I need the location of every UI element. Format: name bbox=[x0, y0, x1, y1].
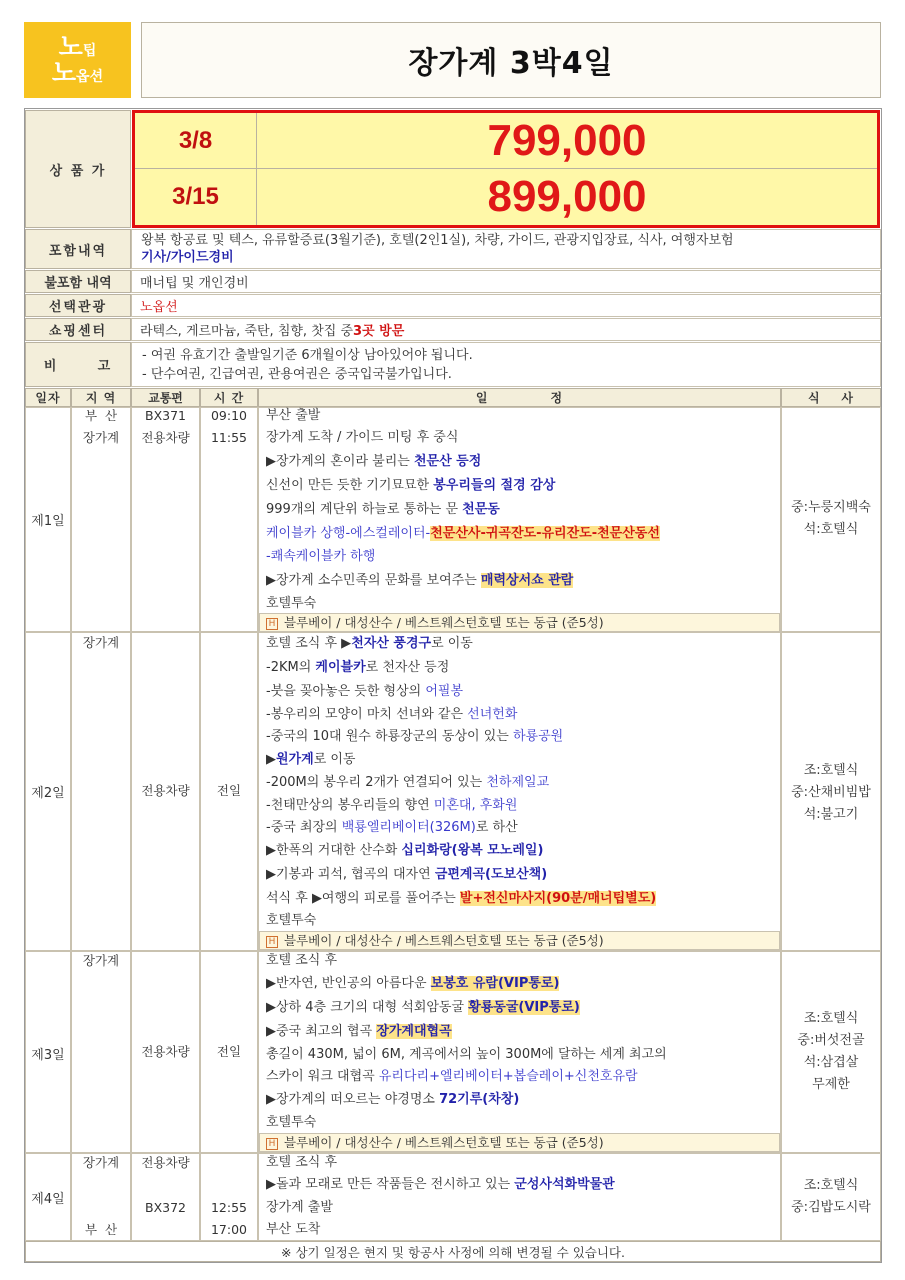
schedule-line bbox=[266, 910, 316, 932]
time-text: 전일 bbox=[216, 1044, 242, 1059]
schedule-text: ▶장가계의 떠오르는 야경명소 bbox=[266, 1092, 440, 1107]
logo-text: 노 bbox=[51, 58, 77, 87]
schedule-line bbox=[266, 997, 580, 1019]
schedule-line bbox=[266, 950, 337, 972]
col-meal: 식 사 bbox=[781, 388, 881, 407]
schedule-text: 장가계 도착 / 가이드 미팅 후 중식 bbox=[266, 430, 459, 445]
schedule-line bbox=[266, 840, 543, 862]
schedule-text: -2KM의 bbox=[266, 660, 316, 675]
schedule-highlight: 십리화랑(왕복 모노레일) bbox=[401, 843, 544, 858]
day-label: 제4일 bbox=[31, 1192, 65, 1207]
region-text: 장가계 bbox=[82, 953, 120, 968]
schedule-line bbox=[266, 1152, 337, 1174]
shopping-label: 쇼핑센터 bbox=[25, 318, 131, 341]
meal-text: 석:호텔식 bbox=[803, 522, 859, 537]
transport-text: BX372 bbox=[145, 1200, 186, 1215]
hotel-bar bbox=[259, 613, 780, 632]
transport-text: BX371 bbox=[145, 408, 186, 423]
schedule-line bbox=[266, 1112, 316, 1134]
shopping-text: 라텍스, 게르마늄, 죽탄, 침향, 찻집 중 bbox=[140, 324, 354, 339]
remarks-value bbox=[131, 342, 881, 387]
schedule-text: 호텔투숙 bbox=[266, 1115, 317, 1130]
meal-text: 중:버섯전골 bbox=[797, 1033, 865, 1048]
schedule-highlight: 봉우리들의 절경 감상 bbox=[433, 478, 556, 493]
region-text: 장가계 bbox=[82, 635, 120, 650]
region-text: 부 산 bbox=[84, 1222, 118, 1237]
schedule-line bbox=[266, 749, 356, 771]
schedule-text: ▶중국 최고의 협곡 bbox=[266, 1024, 377, 1039]
logo-text: 팁 bbox=[82, 42, 97, 59]
schedule-text: 로 하산 bbox=[475, 820, 518, 835]
schedule-highlight: 어필봉 bbox=[425, 684, 464, 699]
schedule-text: ▶상하 4층 크기의 대형 석회암동굴 bbox=[266, 1000, 469, 1015]
logo-text: 옵션 bbox=[76, 69, 104, 85]
page-title: 장가계 3박4일 bbox=[408, 46, 614, 81]
schedule-line bbox=[266, 499, 500, 521]
schedule-highlight: 금편계곡(도보산책) bbox=[434, 867, 548, 882]
meal-text: 석:삼겹살 bbox=[803, 1055, 859, 1070]
schedule-line bbox=[266, 772, 549, 794]
logo bbox=[24, 22, 131, 98]
price-value: 899,000 bbox=[487, 172, 647, 221]
price-box bbox=[132, 110, 880, 228]
optional-value: 노옵션 bbox=[131, 294, 881, 317]
schedule-line bbox=[266, 1021, 452, 1043]
schedule-line bbox=[266, 546, 375, 568]
included-value bbox=[131, 229, 881, 269]
hotel-icon: H bbox=[266, 1138, 278, 1150]
col-time: 시 간 bbox=[200, 388, 258, 407]
schedule-line bbox=[266, 681, 463, 703]
footer-note: ※ 상기 일정은 현지 및 항공사 사정에 의해 변경될 수 있습니다. bbox=[25, 1241, 881, 1262]
region-text: 장가계 bbox=[82, 1155, 120, 1170]
price-label: 상 품 가 bbox=[25, 110, 131, 228]
excluded-value: 매너팁 및 개인경비 bbox=[131, 270, 881, 293]
price-row bbox=[135, 113, 877, 169]
schedule-text: 케이블카 상행-에스컬레이터- bbox=[266, 526, 431, 541]
hotel-icon: H bbox=[266, 618, 278, 630]
schedule-text: ▶돌과 모래로 만든 작품들은 전시하고 있는 bbox=[266, 1177, 515, 1192]
title-box bbox=[141, 22, 881, 98]
hotel-bar bbox=[259, 931, 780, 950]
price-value: 799,000 bbox=[487, 115, 647, 165]
remark-line: - 여권 유효기간 출발일기준 6개월이상 남아있어야 됩니다. bbox=[142, 347, 473, 363]
schedule-text: -쾌속케이블카 하행 bbox=[266, 549, 376, 564]
meal-text: 중:산채비빔밥 bbox=[791, 785, 871, 800]
schedule-text: ▶기봉과 괴석, 협곡의 대자연 bbox=[266, 867, 435, 882]
schedule-highlight: 천하제일교 bbox=[486, 775, 550, 790]
schedule-line bbox=[266, 1197, 333, 1219]
schedule-text: 총길이 430M, 넓이 6M, 계곡에서의 높이 300M에 달하는 세계 최고의 bbox=[266, 1047, 667, 1062]
schedule-line bbox=[266, 1219, 320, 1241]
price-row bbox=[135, 169, 877, 225]
shopping-value bbox=[131, 318, 881, 341]
schedule-text: 장가계 출발 bbox=[266, 1200, 333, 1215]
time-text: 09:10 bbox=[210, 408, 248, 423]
schedule-highlight: 천자산 풍경구 bbox=[351, 636, 432, 651]
schedule-line bbox=[266, 817, 518, 839]
schedule-line bbox=[266, 451, 481, 473]
col-transport: 교통편 bbox=[131, 388, 200, 407]
region-cell bbox=[71, 632, 131, 951]
remarks-label: 비 고 bbox=[25, 342, 131, 387]
meal-text: 석:불고기 bbox=[803, 807, 859, 822]
schedule-line bbox=[266, 795, 517, 817]
region-text: 장가계 bbox=[82, 430, 120, 445]
excluded-label: 불포함 내역 bbox=[25, 270, 131, 293]
included-highlight: 기사/가이드경비 bbox=[141, 250, 234, 265]
day-label: 제3일 bbox=[31, 1048, 65, 1063]
price-date: 3/15 bbox=[135, 169, 257, 225]
schedule-line bbox=[266, 657, 449, 679]
schedule-line bbox=[266, 405, 320, 427]
schedule-line bbox=[266, 726, 563, 748]
schedule-text: ▶반자연, 반인공의 아름다운 bbox=[266, 976, 431, 991]
schedule-highlight: 매력상서쇼 관람 bbox=[480, 573, 574, 588]
shopping-highlight: 3곳 방문 bbox=[353, 324, 405, 339]
schedule-highlight: 보봉호 유람(VIP통로) bbox=[430, 976, 560, 991]
schedule-text: -봉우리의 모양이 마치 선녀와 같은 bbox=[266, 707, 468, 722]
price-date: 3/8 bbox=[135, 113, 257, 168]
logo-text: 노 bbox=[58, 31, 83, 61]
schedule-text: 로 천자산 등정 bbox=[365, 660, 450, 675]
schedule-highlight: 원가계 bbox=[276, 752, 314, 767]
schedule-line bbox=[266, 1066, 638, 1088]
schedule-highlight: 천문동 bbox=[462, 502, 500, 517]
col-region: 지 역 bbox=[71, 388, 131, 407]
hotel-text: 블루베이 / 대성산수 / 베스트웨스턴호텔 또는 동급 (준5성) bbox=[284, 933, 604, 948]
schedule-text: 호텔투숙 bbox=[266, 596, 317, 611]
schedule-text: -중국의 10대 원수 하룡장군의 동상이 있는 bbox=[266, 729, 513, 744]
schedule-highlight: 황룡동굴(VIP통로) bbox=[468, 1000, 580, 1015]
region-text: 부 산 bbox=[84, 408, 118, 423]
schedule-highlight: 군성사석화박물관 bbox=[514, 1177, 615, 1192]
hotel-icon: H bbox=[266, 936, 278, 948]
schedule-text: ▶ bbox=[266, 752, 276, 767]
schedule-line bbox=[266, 1044, 667, 1066]
meal-text: 중:김밥도시락 bbox=[791, 1200, 871, 1215]
hotel-text: 블루베이 / 대성산수 / 베스트웨스턴호텔 또는 동급 (준5성) bbox=[284, 1135, 604, 1150]
day-label: 제1일 bbox=[31, 514, 65, 529]
hotel-text: 블루베이 / 대성산수 / 베스트웨스턴호텔 또는 동급 (준5성) bbox=[284, 615, 604, 630]
transport-text: 전용차량 bbox=[141, 430, 190, 445]
meal-text: 중:누룽지백숙 bbox=[791, 500, 871, 515]
schedule-text: -붓을 꽂아놓은 듯한 형상의 bbox=[266, 684, 426, 699]
transport-text: 전용차량 bbox=[141, 1155, 190, 1170]
schedule-line bbox=[266, 570, 573, 592]
schedule-highlight: 72기루(차창) bbox=[439, 1092, 520, 1107]
schedule-highlight: 유리다리+엘리베이터+봅슬레이+신천호유람 bbox=[378, 1069, 638, 1084]
meal-text: 무제한 bbox=[812, 1077, 850, 1092]
schedule-text: 신선이 만든 듯한 기기묘묘한 bbox=[266, 478, 434, 493]
schedule-text: ▶장가계 소수민족의 문화를 보여주는 bbox=[266, 573, 481, 588]
schedule-text: 부산 도착 bbox=[266, 1222, 321, 1237]
col-day: 일자 bbox=[25, 388, 71, 407]
hotel-bar bbox=[259, 1133, 780, 1152]
transport-text: 전용차량 bbox=[141, 783, 190, 798]
schedule-line bbox=[266, 475, 555, 497]
schedule-highlight: 하룡공원 bbox=[512, 729, 564, 744]
schedule-line bbox=[266, 888, 656, 910]
schedule-text: 호텔 조식 후 bbox=[266, 953, 338, 968]
time-text: 전일 bbox=[216, 783, 242, 798]
schedule-highlight: 케이블카 bbox=[315, 660, 366, 675]
schedule-text: 호텔 조식 후 ▶ bbox=[266, 636, 352, 651]
col-schedule: 일 정 bbox=[258, 388, 781, 407]
schedule-line bbox=[266, 973, 559, 995]
meal-text: 조:호텔식 bbox=[803, 763, 859, 778]
meal-text: 조:호텔식 bbox=[803, 1011, 859, 1026]
time-text: 12:55 bbox=[210, 1200, 248, 1215]
schedule-line bbox=[266, 1174, 615, 1196]
remark-line: - 단수여권, 긴급여권, 관용여권은 중국입국불가입니다. bbox=[142, 366, 452, 382]
optional-label: 선택관광 bbox=[25, 294, 131, 317]
schedule-text: -200M의 봉우리 2개가 연결되어 있는 bbox=[266, 775, 487, 790]
schedule-text: 999개의 계단위 하늘로 통하는 문 bbox=[266, 502, 463, 517]
schedule-text: -천태만상의 봉우리들의 향연 bbox=[266, 798, 434, 813]
schedule-highlight: 천문산 등정 bbox=[413, 454, 482, 469]
time-text: 17:00 bbox=[210, 1222, 248, 1237]
schedule-line bbox=[266, 1089, 519, 1111]
time-text: 11:55 bbox=[210, 430, 248, 445]
schedule-text: ▶한폭의 거대한 산수화 bbox=[266, 843, 402, 858]
schedule-text: 석식 후 ▶여행의 피로를 풀어주는 bbox=[266, 891, 460, 906]
schedule-text: 로 이동 bbox=[313, 752, 356, 767]
schedule-text: 호텔투숙 bbox=[266, 913, 317, 928]
schedule-highlight: 장가계대협곡 bbox=[376, 1024, 452, 1039]
schedule-text: ▶장가계의 혼이라 불리는 bbox=[266, 454, 414, 469]
schedule-line bbox=[266, 633, 473, 655]
meal-text: 조:호텔식 bbox=[803, 1178, 859, 1193]
schedule-highlight: 선녀헌화 bbox=[467, 707, 518, 722]
region-cell bbox=[71, 951, 131, 1153]
schedule-text: 호텔 조식 후 bbox=[266, 1155, 338, 1170]
day-label: 제2일 bbox=[31, 786, 65, 801]
included-label: 포함내역 bbox=[25, 229, 131, 269]
schedule-line bbox=[266, 593, 316, 615]
transport-text: 전용차량 bbox=[141, 1044, 190, 1059]
schedule-text: 스카이 워크 대협곡 bbox=[266, 1069, 379, 1084]
schedule-line bbox=[266, 864, 547, 886]
schedule-text: -중국 최장의 bbox=[266, 820, 342, 835]
schedule-highlight: 천문산사-귀곡잔도-유리잔도-천문산동선 bbox=[430, 526, 660, 541]
schedule-line bbox=[266, 704, 517, 726]
schedule-text: 부산 출발 bbox=[266, 408, 321, 423]
schedule-line bbox=[266, 523, 660, 545]
schedule-highlight: 발+전신마사지(90분/매너팁별도) bbox=[459, 891, 657, 906]
schedule-highlight: 미혼대, 후화원 bbox=[433, 798, 518, 813]
schedule-text: 로 이동 bbox=[431, 636, 473, 651]
schedule-highlight: 백룡엘리베이터(326M) bbox=[341, 820, 476, 835]
included-text: 왕복 항공료 및 텍스, 유류할증료(3월기준), 호텔(2인1실), 차량, 가이드, 관광지입장료, 식사, 여행자보험 bbox=[141, 233, 734, 248]
schedule-line bbox=[266, 427, 458, 449]
